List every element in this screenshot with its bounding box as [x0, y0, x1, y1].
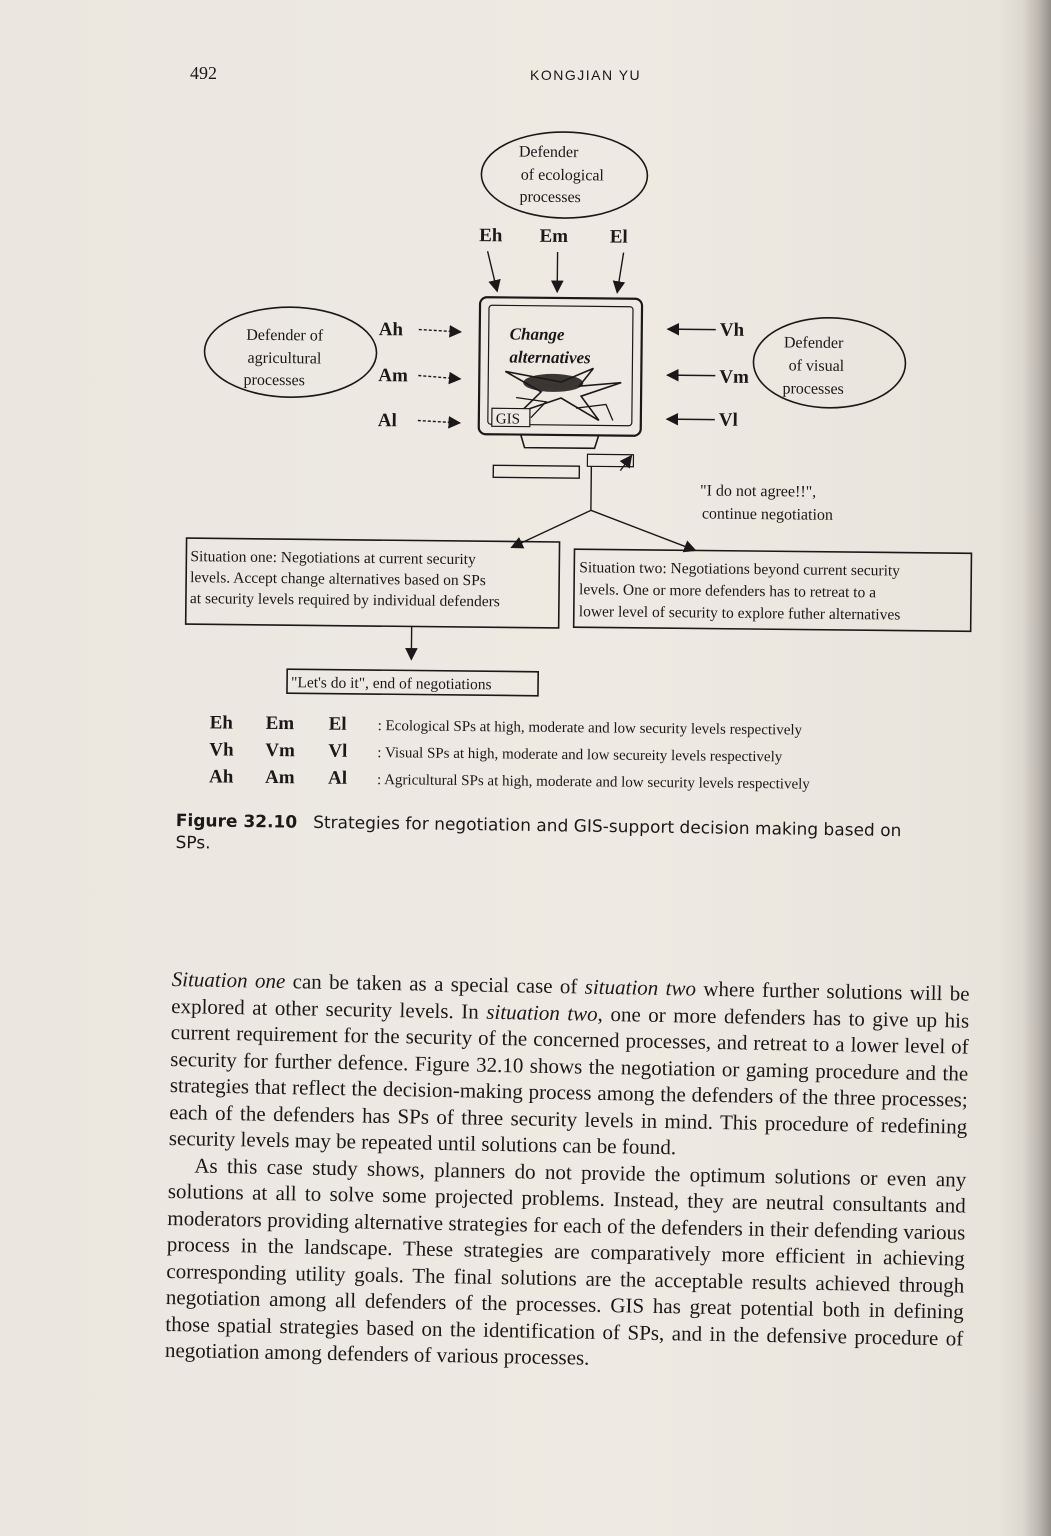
- paragraph-1-part: where further solutions will be explored at other security levels. In: [171, 976, 970, 1024]
- monitor-title-line1: Change: [509, 324, 565, 345]
- legend-am: Am: [264, 766, 295, 789]
- legend-vm: Vm: [265, 739, 296, 762]
- label-em: Em: [539, 225, 569, 248]
- term-situation-two: situation two: [584, 974, 697, 1001]
- defender-agricultural-line2: agricultural: [247, 349, 322, 368]
- label-eh: Eh: [479, 225, 503, 247]
- legend-ecological-text: : Ecological SPs at high, moderate and low security levels respectively: [377, 718, 803, 739]
- arrow-am: [418, 376, 460, 379]
- paragraph-2: As this case study shows, planners do not provide the optimum solutions or even any solutions at all to solve some projected problems. Instead, they are neutral consultants and moderators providing alternative strategies for each of the defenders in their defending various process in the landscape. These strategies are comparatively more efficient in achieving corresponding utility goals. The final solutions are the acceptable results achieved through negotiation among all defenders of the processes. GIS has great potential both in defining those spatial strategies based on the identification of SPs, and in the defensive procedure of negotiation among defenders of various processes.: [164, 1152, 967, 1370]
- defender-visual-line2: of visual: [788, 357, 845, 375]
- legend-eh: Eh: [209, 712, 234, 734]
- defender-agricultural-line3: processes: [243, 371, 305, 390]
- defender-ecological-line2: of ecological: [520, 166, 605, 185]
- legend-vl: Vl: [328, 740, 348, 762]
- legend-ah: Ah: [208, 766, 234, 788]
- situation-two-line3: lower level of security to explore futher alternatives: [578, 603, 901, 624]
- arrow-vh: [668, 329, 716, 330]
- legend-el: El: [328, 713, 347, 735]
- monitor-title-line2: alternatives: [509, 347, 591, 368]
- situation-one-line2: levels. Accept change alternatives based on SPs: [190, 569, 486, 590]
- label-el: El: [609, 226, 628, 248]
- situation-one-line1: Situation one: Negotiations at current security: [190, 548, 476, 569]
- term-situation-one: Situation one: [171, 966, 286, 994]
- gis-monitor: [478, 297, 642, 479]
- keyboard: [493, 465, 579, 478]
- defender-ecological-line3: processes: [519, 188, 581, 207]
- disagree-line2: continue negotiation: [701, 505, 834, 524]
- page-number: 492: [190, 63, 217, 83]
- body-text: [165, 966, 970, 1378]
- legend-vh: Vh: [209, 739, 234, 761]
- label-am: Am: [378, 365, 408, 387]
- defender-agricultural-line1: Defender of: [246, 326, 324, 345]
- defender-visual-line1: Defender: [783, 334, 844, 352]
- arrow-vl: [667, 419, 715, 420]
- defender-ecological-line1: Defender: [518, 143, 579, 162]
- label-ah: Ah: [378, 319, 404, 341]
- paragraph-1-part: can be taken as a special case of: [285, 969, 586, 999]
- disagree-line1: "I do not agree!!",: [700, 482, 817, 501]
- end-negotiations-label: "Let's do it", end of negotiations: [290, 674, 492, 694]
- term-situation-two: situation two: [486, 999, 598, 1026]
- legend-visual-text: : Visual SPs at high, moderate and low secureity levels respectively: [377, 745, 783, 766]
- situation-one-line3: at security levels required by individual defenders: [189, 590, 500, 611]
- monitor-gis-label: GIS: [495, 411, 521, 428]
- situation-two-line2: levels. One or more defenders has to retreat to a: [578, 581, 877, 602]
- paragraph-1: [169, 966, 970, 1166]
- label-vl: Vl: [718, 409, 738, 431]
- paragraph-1-part: , one or more defenders has to give up his current requirement for the security of the concerned processes, and retreat to a lower level of security for further defence. Figure 32.10 shows the negotiation or gaming procedure and the strategies that reflect the decision-making process among the defenders of the three processes; each of the defenders has SPs of three security levels in mind. This procedure of redefining security levels may be repeated until solutions can be found.: [168, 1001, 970, 1160]
- legend-em: Em: [265, 712, 295, 735]
- arrow-ah: [419, 330, 461, 332]
- legend-al: Al: [327, 767, 348, 789]
- legend-agricultural-text: : Agricultural SPs at high, moderate and low security levels respectively: [376, 772, 810, 793]
- arrow-el: [617, 253, 623, 293]
- arrow-vm: [667, 375, 715, 376]
- situation-two-line1: Situation two: Negotiations beyond current security: [579, 559, 901, 580]
- label-vm: Vm: [719, 366, 749, 388]
- running-title: KONGJIAN YU: [530, 67, 642, 83]
- arrow-to-situation-two: [590, 510, 695, 550]
- label-al: Al: [377, 410, 397, 432]
- arrow-al: [418, 421, 460, 423]
- arrow-feedback: [620, 456, 631, 471]
- defender-visual-line3: processes: [782, 380, 844, 398]
- arrow-eh: [487, 251, 497, 291]
- label-vh: Vh: [719, 319, 745, 341]
- legend: [209, 712, 811, 793]
- figure-caption-text: Strategies for negotiation and GIS-support decision making based on SPs.: [175, 812, 902, 854]
- figure-label: Figure 32.10: [175, 810, 298, 833]
